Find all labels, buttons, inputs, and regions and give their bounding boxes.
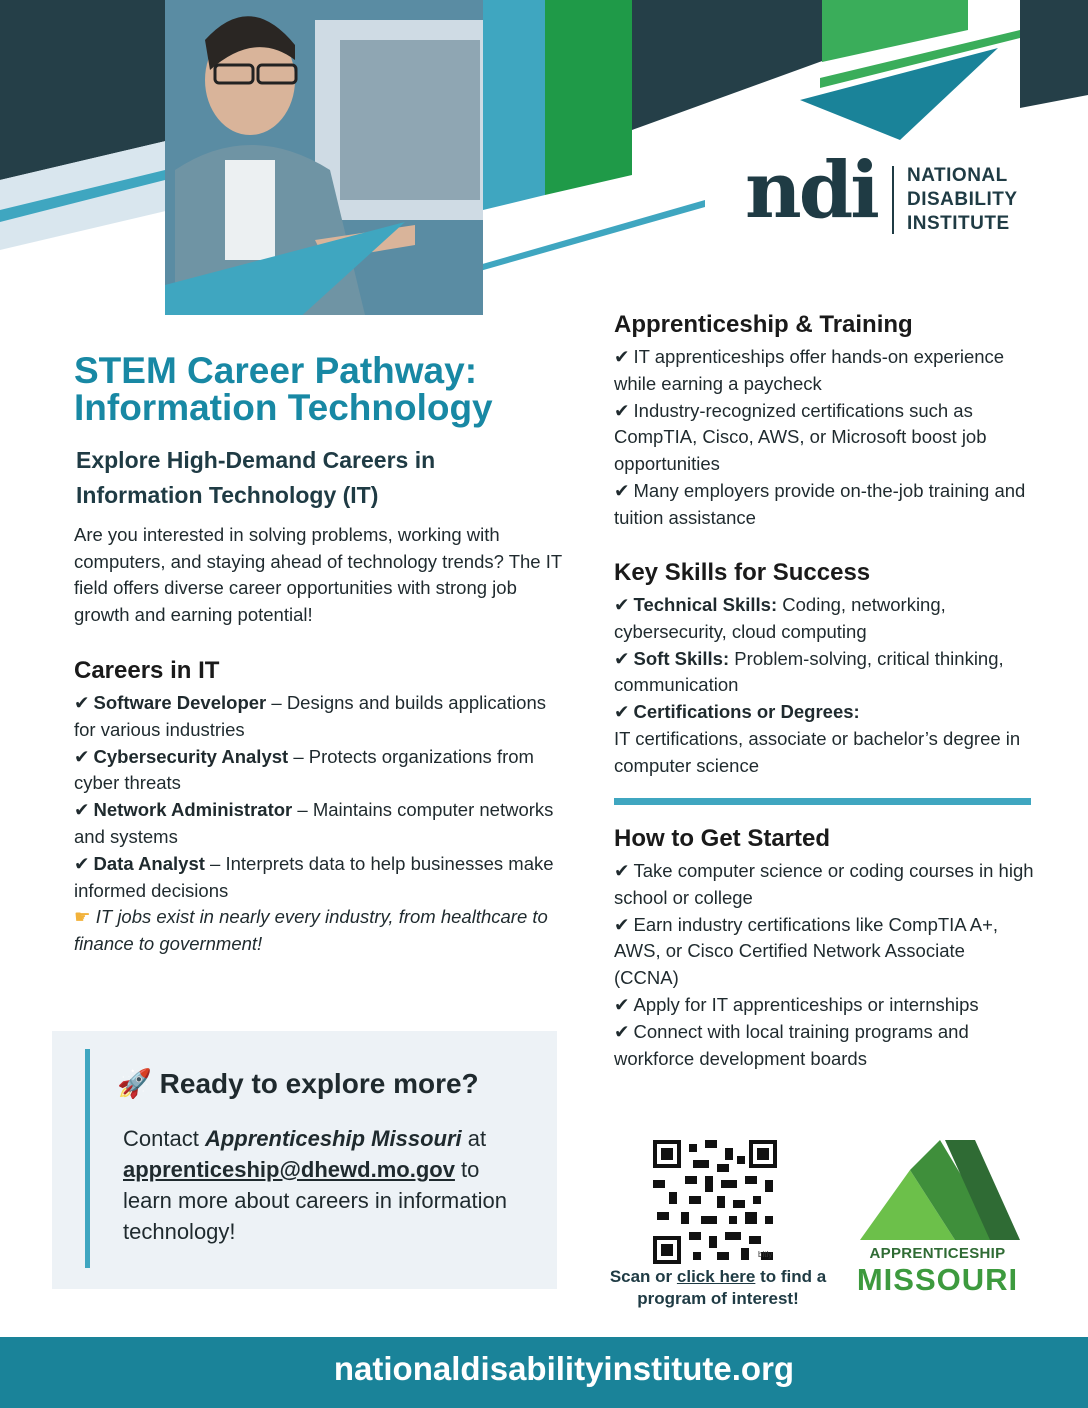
ndi-logo-text	[907, 164, 1018, 236]
apprenticeship-item	[614, 398, 1034, 478]
apprenticeship-item	[614, 344, 1034, 398]
check-icon: ✔	[614, 860, 630, 881]
step-item-text: Take computer science or coding courses in high school or college	[614, 860, 1034, 908]
step-item	[614, 1019, 1034, 1073]
cta-org: Apprenticeship Missouri	[204, 1126, 462, 1151]
step-item	[614, 858, 1034, 912]
qr-caption-pre: Scan or	[609, 1267, 677, 1286]
check-icon: ✔	[614, 993, 630, 1015]
check-icon: ✔	[614, 1020, 630, 1042]
pointing-hand-icon: ☛	[74, 906, 91, 928]
career-title: Software Developer	[93, 692, 267, 713]
career-desc: – Designs and builds applications for various industries	[74, 692, 546, 740]
skill-label: Soft Skills:	[633, 647, 730, 669]
careers-list	[74, 690, 564, 958]
apprenticeship-list	[614, 344, 1034, 532]
apprenticeship-item-text: Many employers provide on-the-job training and tuition assistance	[614, 479, 1026, 528]
step-item-text: Apply for IT apprenticeships or internships	[633, 993, 979, 1015]
career-title: Data Analyst	[93, 852, 205, 874]
check-icon: ✔	[74, 799, 90, 821]
check-icon: ✔	[614, 346, 630, 367]
career-desc: – Protects organizations from cyber threats	[74, 745, 534, 794]
qr-caption	[598, 1266, 838, 1310]
cta-heading	[117, 1067, 479, 1100]
check-icon: ✔	[614, 647, 630, 669]
career-title: Network Administrator	[93, 799, 293, 821]
am-logo-small-text: APPRENTICESHIP	[869, 1245, 1006, 1262]
career-item	[74, 851, 564, 905]
skills-list	[614, 592, 1034, 780]
careers-note-text: IT jobs exist in nearly every industry, from healthcare to finance to government!	[74, 906, 548, 955]
skill-desc: Problem-solving, critical thinking, communication	[614, 647, 1004, 696]
ndi-logo	[745, 145, 1035, 240]
cta-body	[123, 1123, 533, 1247]
page-subtitle-line-1: Explore High-Demand Careers in	[76, 447, 436, 473]
cta-at: at	[461, 1126, 487, 1151]
skill-item	[614, 592, 1034, 646]
get-started-heading: How to Get Started	[614, 825, 831, 852]
careers-note	[74, 904, 564, 958]
skills-heading: Key Skills for Success	[614, 559, 871, 586]
apprenticeship-heading: Apprenticeship & Training	[614, 311, 913, 338]
page-subtitle-line-2: Information Technology (IT)	[76, 482, 379, 508]
check-icon: ✔	[614, 479, 630, 501]
qr-code[interactable]	[653, 1140, 777, 1264]
skill-item	[614, 646, 1034, 700]
step-item-text: Earn industry certifications like CompTIA A+, AWS, or Cisco Certified Network Associate (CCNA)	[614, 913, 999, 989]
apprenticeship-item	[614, 478, 1034, 532]
click-here-link[interactable]: click here	[676, 1267, 756, 1286]
rocket-icon: 🚀	[117, 1068, 152, 1099]
career-title: Cybersecurity Analyst	[93, 745, 289, 767]
ndi-line-1: NATIONAL	[907, 165, 1008, 186]
cta-accent-bar	[85, 1049, 90, 1268]
check-icon: ✔	[614, 399, 630, 421]
page-title	[74, 352, 594, 426]
skill-desc: IT certifications, associate or bachelor’s degree in computer science	[614, 727, 1021, 776]
apprenticeship-item-text: Industry-recognized certifications such as CompTIA, Cisco, AWS, or Microsoft boost job opportunities	[614, 399, 987, 475]
skill-item	[614, 699, 1034, 779]
career-desc: – Maintains computer networks and systems	[74, 799, 554, 847]
ndi-line-2: DISABILITY	[907, 189, 1018, 210]
hero-photo	[165, 0, 483, 315]
ndi-logo-divider	[892, 166, 894, 234]
career-item	[74, 797, 564, 851]
apprenticeship-item-text: IT apprenticeships offer hands-on experience while earning a paycheck	[614, 346, 1005, 394]
page-subtitle	[76, 443, 556, 513]
skill-desc: Coding, networking, cybersecurity, cloud computing	[614, 594, 946, 642]
ndi-wordmark: ndi	[745, 145, 877, 236]
step-item	[614, 992, 1034, 1019]
ndi-line-3: INSTITUTE	[907, 213, 1010, 234]
cta-heading-text: Ready to explore more?	[159, 1068, 479, 1099]
step-item	[614, 912, 1034, 992]
page-title-line-2: Information Technology	[74, 387, 493, 428]
qr-tag: bitly	[758, 1250, 773, 1259]
qr-caption-post: to find a program of interest!	[637, 1267, 827, 1308]
check-icon: ✔	[74, 692, 90, 713]
section-divider	[614, 798, 1031, 805]
careers-heading: Careers in IT	[74, 657, 220, 684]
career-item	[74, 690, 564, 744]
am-logo-large-text: MISSOURI	[856, 1262, 1019, 1297]
email-link[interactable]: apprenticeship@dhewd.mo.gov	[123, 1157, 455, 1182]
footer-url-link[interactable]: nationaldisabilityinstitute.org	[333, 1350, 795, 1387]
career-desc: – Interprets data to help businesses make informed decisions	[74, 852, 554, 901]
skill-label: Technical Skills:	[633, 594, 778, 615]
check-icon: ✔	[614, 913, 630, 935]
check-icon: ✔	[74, 745, 90, 767]
skill-label: Certifications or Degrees:	[633, 701, 860, 723]
check-icon: ✔	[614, 594, 630, 615]
step-item-text: Connect with local training programs and workforce development boards	[614, 1020, 969, 1069]
cta-contact: Contact	[123, 1126, 205, 1151]
career-item	[74, 744, 564, 798]
cta-rest: to learn more about careers in information technology!	[123, 1157, 507, 1244]
get-started-list	[614, 858, 1034, 1072]
page-title-line-1: STEM Career Pathway:	[74, 350, 478, 391]
check-icon: ✔	[74, 852, 90, 874]
intro-paragraph: Are you interested in solving problems, working with computers, and staying ahead of technology trends? The IT field offers diverse career opportunities with strong job growth and earning potential!	[74, 524, 562, 625]
check-icon: ✔	[614, 701, 630, 723]
